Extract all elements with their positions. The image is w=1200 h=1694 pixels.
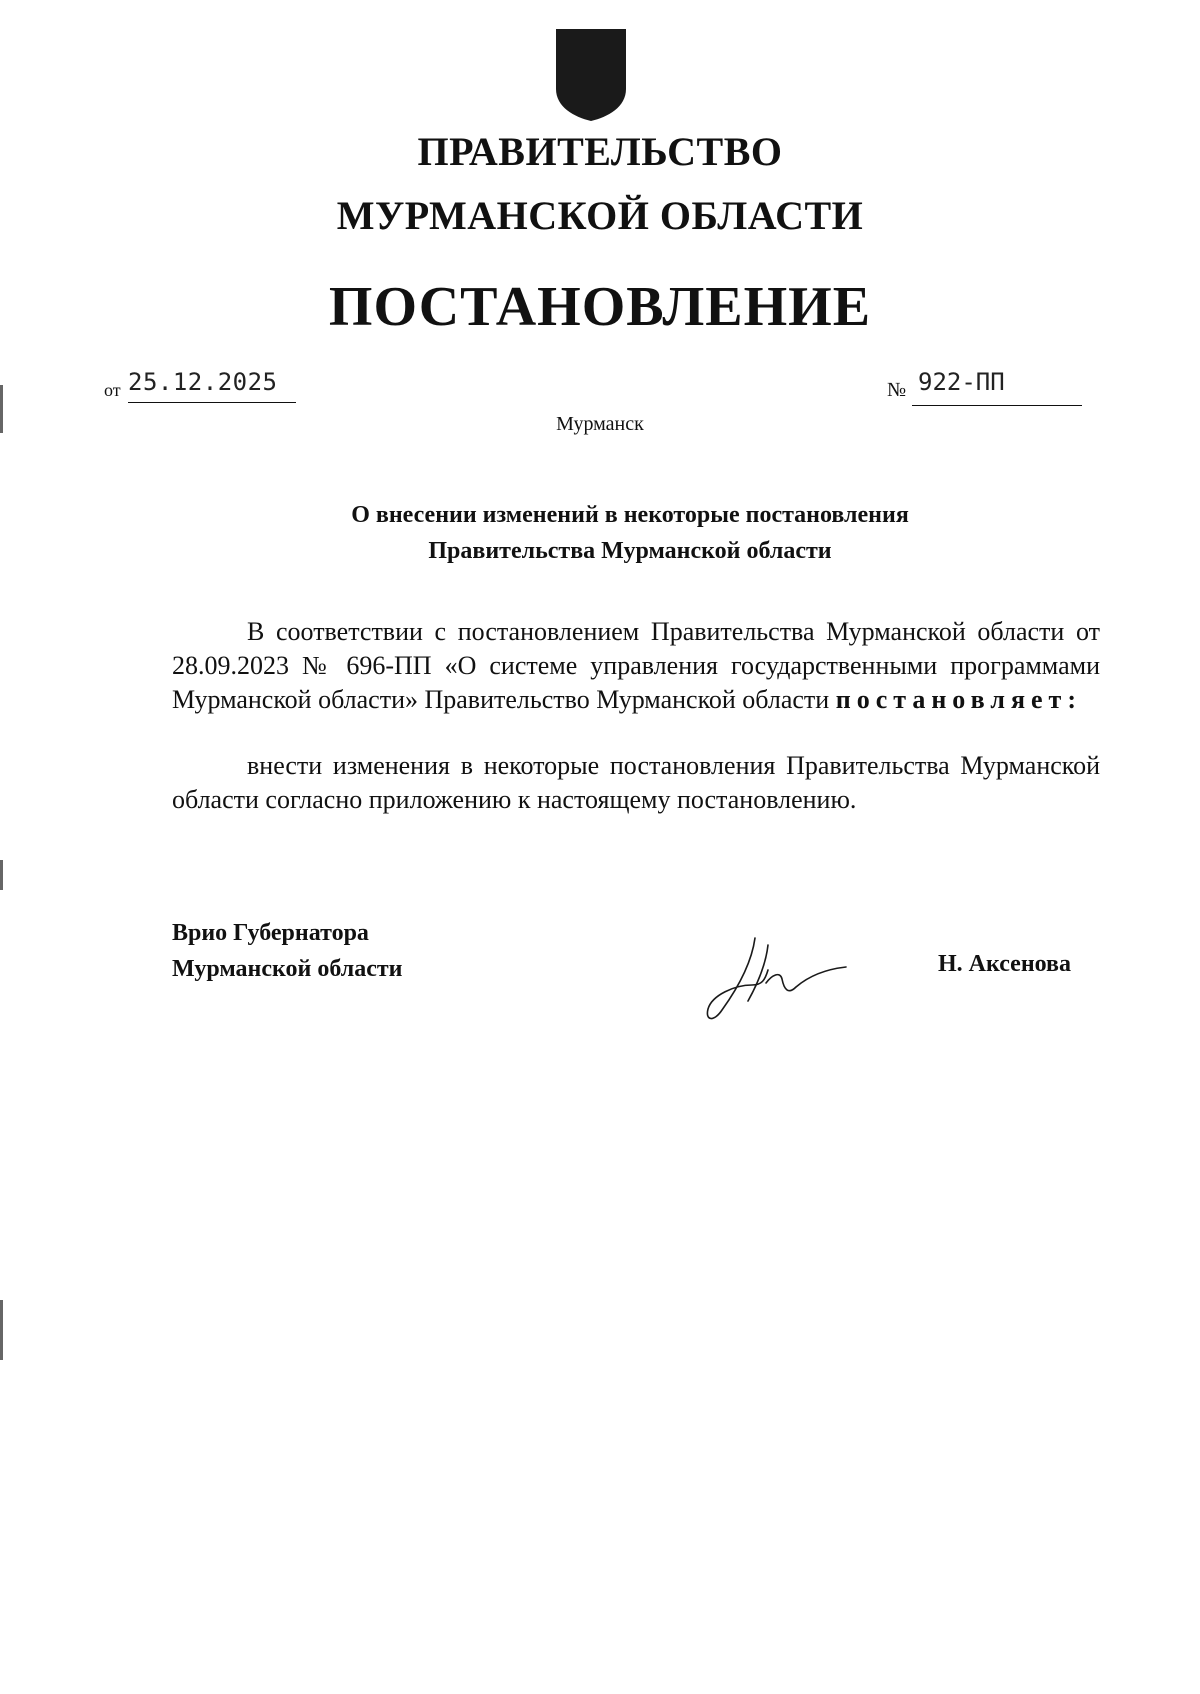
number-underline <box>912 405 1082 406</box>
body-paragraph-1 <box>172 615 1100 717</box>
date-prefix: от <box>104 380 121 400</box>
signer-name: Н. Аксенова <box>938 951 1072 977</box>
number-prefix: № <box>887 379 907 401</box>
scan-edge-mark <box>0 1300 3 1360</box>
signer-title-line2: Мурманской области <box>172 956 403 982</box>
decree-keyword: постановляет: <box>835 685 1082 714</box>
date-underline <box>128 402 296 403</box>
body-paragraph-1-text: В соответствии с постановлением Правительства Мурманской области от 28.09.2023 № 696-ПП «О системе управления государственными программами Мурманской области» Правительство Мурманской области <box>172 617 1100 714</box>
subject-line2: Правительства Мурманской области <box>428 538 832 564</box>
document-number: 922-ПП <box>918 368 1005 396</box>
signer-title-line1: Врио Губернатора <box>172 920 369 946</box>
signer-title <box>172 915 402 987</box>
handwritten-signature <box>700 935 850 1025</box>
organization-name-line1: ПРАВИТЕЛЬСТВО <box>417 129 783 174</box>
document-type-heading: ПОСТАНОВЛЕНИЕ <box>328 276 872 338</box>
city-name: Мурманск <box>556 413 644 435</box>
document-subject <box>240 497 1020 569</box>
scan-edge-mark <box>0 385 3 433</box>
coat-of-arms-emblem <box>553 27 629 122</box>
subject-line1: О внесении изменений в некоторые постановления <box>351 502 909 528</box>
organization-name-line2: МУРМАНСКОЙ ОБЛАСТИ <box>336 193 864 238</box>
document-date: 25.12.2025 <box>128 368 278 396</box>
body-paragraph-2: внести изменения в некоторые постановления Правительства Мурманской области согласно приложению к настоящему постановлению. <box>172 751 1100 814</box>
scan-edge-mark <box>0 860 3 890</box>
